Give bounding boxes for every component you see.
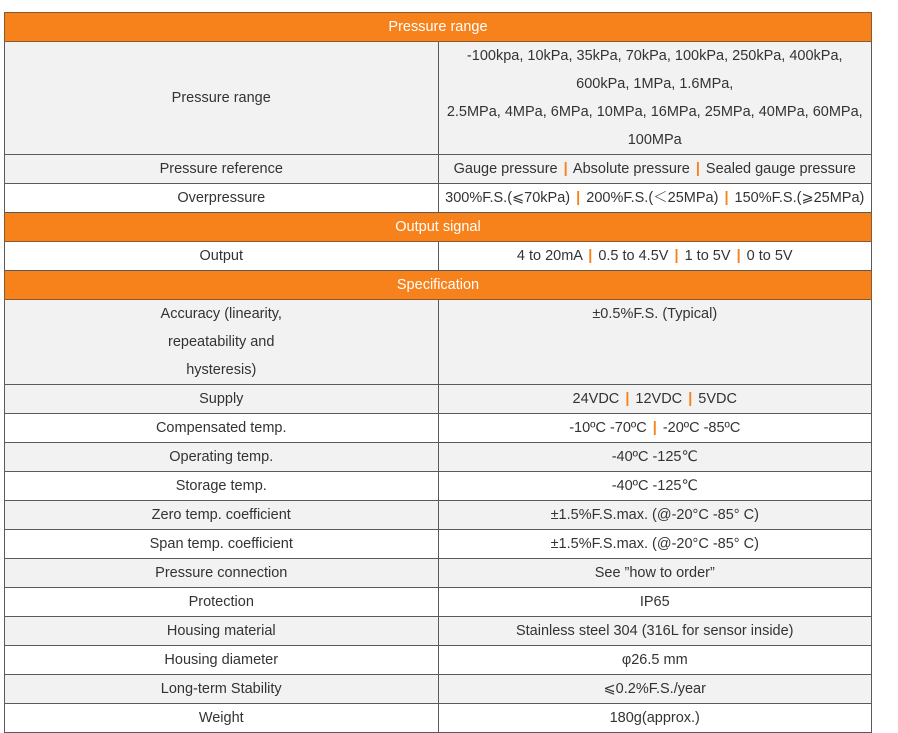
row-label: Supply [5,385,439,414]
separator: | [563,161,568,177]
row-value: -40ºC -125℃ [438,472,872,501]
row-label: Overpressure [5,184,439,213]
value-compensated-2: -20ºC -85ºC [662,420,741,436]
value-supply-1: 24VDC [572,391,620,407]
row-value [438,414,872,443]
row-value: ±0.5%F.S. (Typical) [438,300,872,385]
row-output [5,242,872,271]
row-pressure-range [5,42,872,155]
row-value: ⩽0.2%F.S./year [438,675,872,704]
row-overpressure [5,184,872,213]
accuracy-label-line-2: repeatability and [168,334,275,350]
row-value: 180g(approx.) [438,704,872,733]
value-overpressure-2: 200%F.S.(＜25MPa) [586,190,719,206]
row-weight [5,704,872,733]
separator: | [736,248,741,264]
accuracy-label-line-3: hysteresis) [186,362,257,378]
section-title: Pressure range [5,13,872,42]
row-value: ±1.5%F.S.max. (@-20°C -85° C) [438,530,872,559]
value-gauge: Gauge pressure [453,161,558,177]
row-operating-temp [5,443,872,472]
row-value: Stainless steel 304 (316L for sensor inside) [438,617,872,646]
separator: | [688,391,693,407]
value-output-2: 0.5 to 4.5V [598,248,669,264]
row-label: Weight [5,704,439,733]
row-value [438,385,872,414]
separator: | [625,391,630,407]
row-label: Compensated temp. [5,414,439,443]
accuracy-label-line-1: Accuracy (linearity, [160,306,282,322]
value-absolute: Absolute pressure [572,161,690,177]
value-supply-3: 5VDC [698,391,737,407]
separator: | [652,420,657,436]
pressure-range-line-2: 2.5MPa, 4MPa, 6MPa, 10MPa, 16MPa, 25MPa, 40MPa, 60MPa, 100MPa [446,104,863,148]
row-value: φ26.5 mm [438,646,872,675]
row-label: Pressure reference [5,155,439,184]
value-sealed: Sealed gauge pressure [705,161,856,177]
row-label: Pressure range [5,42,439,155]
separator: | [576,190,581,206]
row-label: Protection [5,588,439,617]
row-value [438,155,872,184]
spec-table [4,12,872,733]
row-label: Long-term Stability [5,675,439,704]
row-accuracy [5,300,872,385]
section-header-pressure-range [5,13,872,42]
section-title: Specification [5,271,872,300]
row-housing-diameter [5,646,872,675]
row-label: Pressure connection [5,559,439,588]
row-storage-temp [5,472,872,501]
value-output-3: 1 to 5V [684,248,731,264]
section-title: Output signal [5,213,872,242]
separator: | [588,248,593,264]
value-compensated-1: -10ºC -70ºC [569,420,647,436]
row-label: Zero temp. coefficient [5,501,439,530]
row-label: Output [5,242,439,271]
section-header-output-signal [5,213,872,242]
row-long-term-stability [5,675,872,704]
row-zero-temp-coefficient [5,501,872,530]
row-value [438,184,872,213]
row-label: Housing diameter [5,646,439,675]
row-label [5,300,439,385]
row-protection [5,588,872,617]
row-pressure-connection [5,559,872,588]
row-supply [5,385,872,414]
pressure-range-line-1: -100kpa, 10kPa, 35kPa, 70kPa, 100kPa, 250kPa, 400kPa, 600kPa, 1MPa, 1.6MPa, [466,48,843,92]
row-label: Housing material [5,617,439,646]
row-value: See ”how to order” [438,559,872,588]
separator: | [724,190,729,206]
row-span-temp-coefficient [5,530,872,559]
row-value: -40ºC -125℃ [438,443,872,472]
row-compensated-temp [5,414,872,443]
value-output-1: 4 to 20mA [516,248,583,264]
row-value [438,42,872,155]
separator: | [674,248,679,264]
row-label: Operating temp. [5,443,439,472]
row-pressure-reference [5,155,872,184]
row-housing-material [5,617,872,646]
row-value [438,242,872,271]
section-header-specification [5,271,872,300]
row-label: Span temp. coefficient [5,530,439,559]
row-value: ±1.5%F.S.max. (@-20°C -85° C) [438,501,872,530]
row-label: Storage temp. [5,472,439,501]
value-overpressure-1: 300%F.S.(⩽70kPa) [445,190,571,206]
separator: | [695,161,700,177]
row-value: IP65 [438,588,872,617]
value-supply-2: 12VDC [635,391,683,407]
value-overpressure-3: 150%F.S.(⩾25MPa) [734,190,865,206]
value-output-4: 0 to 5V [746,248,793,264]
